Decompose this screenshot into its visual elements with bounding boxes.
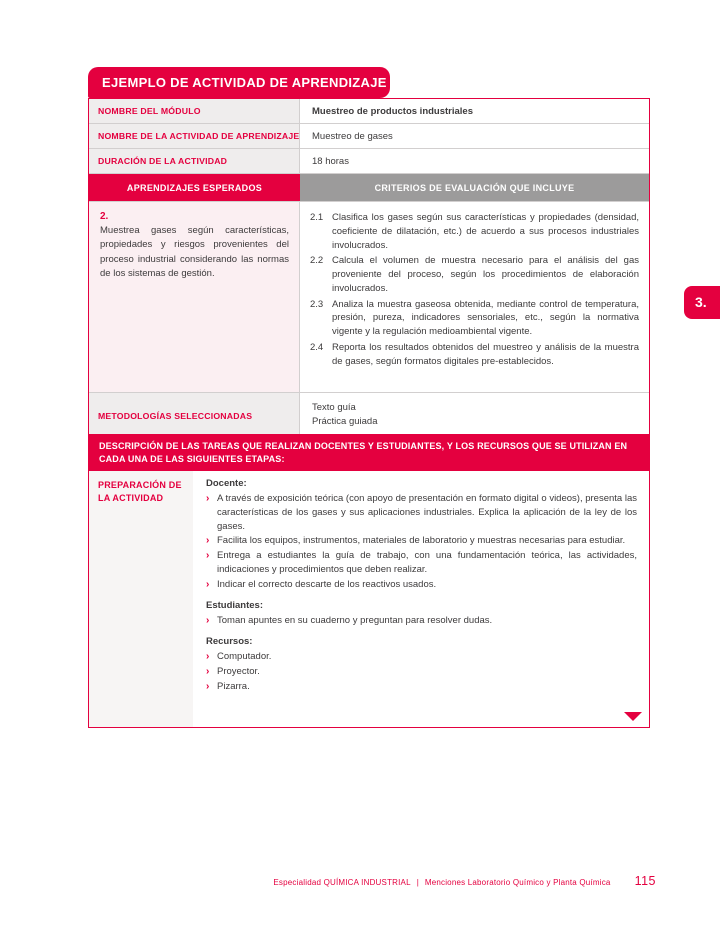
list-item-text: Computador. <box>217 650 272 662</box>
page-number: 115 <box>634 874 656 888</box>
recursos-heading: Recursos: <box>206 635 253 647</box>
row-label-modulo: NOMBRE DEL MÓDULO <box>89 99 300 123</box>
list-item-text: Entrega a estudiantes la guía de trabajo, con una fundamentación teórica, las actividades, indicaciones y procedimientos que deben realizar. <box>217 550 637 576</box>
list-item <box>206 665 637 679</box>
criterion-text: Reporta los resultados obtenidos del muestreo y análisis de la muestra de gases, según formatos digitales pre-establecidos. <box>332 341 639 367</box>
criterion-item <box>310 211 639 252</box>
list-item-text: Pizarra. <box>217 680 250 692</box>
chevron-bullet-icon: › <box>206 578 210 590</box>
chevron-bullet-icon: › <box>206 680 210 692</box>
list-item <box>206 614 637 628</box>
continuation-arrow-icon <box>624 712 642 721</box>
criterion-item <box>310 298 639 339</box>
col-header-aprendizajes: APRENDIZAJES ESPERADOS <box>89 174 300 201</box>
row-value-duracion: 18 horas <box>312 156 349 167</box>
methodology-values <box>300 393 649 438</box>
list-item-text: Proyector. <box>217 665 260 677</box>
methodology-line: Texto guía <box>312 402 356 413</box>
description-banner: DESCRIPCIÓN DE LAS TAREAS QUE REALIZAN DOCENTES Y ESTUDIANTES, Y LOS RECURSOS QUE SE UTILIZAN EN CADA UNA DE LAS SIGUIENTES ETAPAS: <box>89 435 649 471</box>
table-row <box>89 99 649 124</box>
column-header-row <box>89 174 649 202</box>
list-item-text: Facilita los equipos, instrumentos, materiales de laboratorio y muestras necesarias para estudiar. <box>217 535 626 547</box>
chevron-bullet-icon: › <box>206 614 210 626</box>
methodology-row <box>89 393 649 438</box>
learning-objective-text: Muestrea gases según características, propiedades y riesgos provenientes del proceso industrial considerando las normas de los sistemas de gestión. <box>100 225 289 279</box>
list-item <box>206 492 637 533</box>
chevron-bullet-icon: › <box>206 535 210 547</box>
description-section <box>88 434 650 728</box>
criterion-text: Calcula el volumen de muestra necesario para el análisis del gas proveniente del proceso, según los procedimientos de elaboración involucrados. <box>332 255 639 294</box>
methodology-label: METODOLOGÍAS SELECCIONADAS <box>89 393 300 438</box>
row-value-actividad: Muestreo de gases <box>312 131 393 142</box>
list-item <box>206 534 637 548</box>
list-item <box>206 578 637 592</box>
list-item-text: A través de exposición teórica (con apoyo de presentación en formato digital o videos), presenta las características de los gases y sus aplicaciones industriales. Explica la aplicación de la ley de los gases. <box>217 493 637 532</box>
row-label-actividad: NOMBRE DE LA ACTIVIDAD DE APRENDIZAJE <box>89 124 300 148</box>
criterion-item <box>310 254 639 295</box>
table-row <box>89 149 649 174</box>
methodology-line: Práctica guiada <box>312 416 378 428</box>
list-item-text: Indicar el correcto descarte de los reactivos usados. <box>217 578 437 590</box>
stage-label-preparacion: PREPARACIÓN DE LA ACTIVIDAD <box>89 471 193 727</box>
criterion-text: Clasifica los gases según sus características y propiedades (densidad, coeficiente de dilatación, etc.) de acuerdo a sus procesos industriales involucrados. <box>332 212 639 251</box>
list-item <box>206 680 637 694</box>
criterion-number: 2.2 <box>310 255 324 267</box>
preparation-content <box>193 471 649 727</box>
criterion-number: 2.1 <box>310 212 324 223</box>
estudiantes-heading: Estudiantes: <box>206 599 264 611</box>
chapter-tab: 3. <box>684 286 720 319</box>
chevron-bullet-icon: › <box>206 493 210 505</box>
col-header-criterios: CRITERIOS DE EVALUACIÓN QUE INCLUYE <box>300 174 649 201</box>
criterion-item <box>310 341 639 369</box>
learning-objective-cell <box>89 202 300 392</box>
criterion-text: Analiza la muestra gaseosa obtenida, mediante control de temperatura, presión, pureza, indicadores sensoriales, etc., según la normativa vigente y la regulación medioambiental vigente. <box>332 298 639 338</box>
criterion-number: 2.4 <box>310 341 324 353</box>
page-footer <box>88 874 656 888</box>
chevron-bullet-icon: › <box>206 550 210 562</box>
chevron-bullet-icon: › <box>206 650 210 662</box>
list-item <box>206 549 637 577</box>
table-row <box>89 124 649 149</box>
row-label-duracion: DURACIÓN DE LA ACTIVIDAD <box>89 149 300 173</box>
preparation-row <box>89 471 649 727</box>
criteria-list <box>300 202 649 392</box>
content-row <box>89 202 649 393</box>
list-item-text: Toman apuntes en su cuaderno y preguntan para resolver dudas. <box>217 614 493 626</box>
footer-mentions: Menciones Laboratorio Químico y Planta Química <box>424 878 611 887</box>
list-item <box>206 650 637 664</box>
footer-specialty: Especialidad QUÍMICA INDUSTRIAL <box>273 878 411 887</box>
learning-objective-number: 2. <box>100 211 109 222</box>
info-table <box>88 98 650 439</box>
page-title: EJEMPLO DE ACTIVIDAD DE APRENDIZAJE <box>88 67 390 98</box>
footer-separator: | <box>416 878 419 887</box>
chevron-bullet-icon: › <box>206 665 210 677</box>
criterion-number: 2.3 <box>310 298 324 310</box>
row-value-modulo: Muestreo de productos industriales <box>312 106 473 117</box>
docente-heading: Docente: <box>206 478 247 490</box>
